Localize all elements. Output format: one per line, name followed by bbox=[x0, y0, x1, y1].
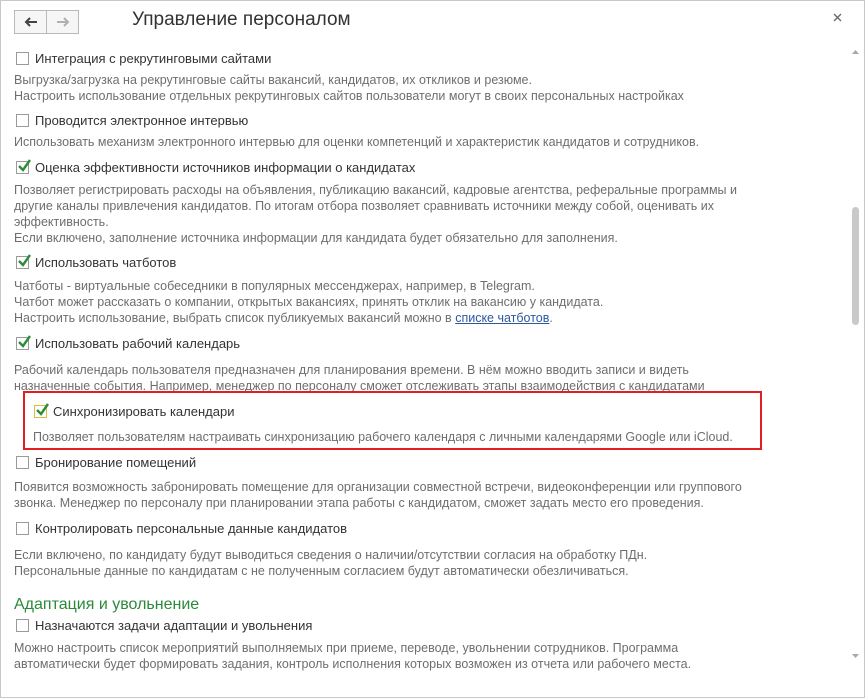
description-line: Чатбот может рассказать о компании, открытых вакансиях, принять отклик на вакансию у кандидата. bbox=[14, 295, 604, 309]
option-description bbox=[14, 182, 737, 246]
option-label: Проводится электронное интервью bbox=[35, 112, 249, 128]
option-label: Контролировать персональные данные кандидатов bbox=[35, 520, 348, 536]
option-label: Использовать рабочий календарь bbox=[35, 335, 241, 351]
description-line: назначенные события. Например, менеджер по персоналу сможет отслеживать этапы взаимодействия с кандидатами bbox=[14, 379, 705, 393]
option-label: Назначаются задачи адаптации и увольнения bbox=[35, 617, 313, 633]
description-line: эффективность. bbox=[14, 215, 109, 229]
description-line: Можно настроить список мероприятий выполняемых при приеме, переводе, увольнении сотрудников. Программа bbox=[14, 641, 679, 655]
description-line: Использовать механизм электронного интервью для оценки компетенций и характеристик кандидатов и сотрудников. bbox=[14, 135, 700, 149]
triangle-up-icon bbox=[851, 48, 860, 57]
scroll-up-button[interactable] bbox=[851, 45, 860, 54]
checkmark-icon bbox=[16, 334, 32, 350]
option-description bbox=[14, 479, 742, 511]
checkmark-icon bbox=[16, 253, 32, 269]
option-electronic-interview[interactable] bbox=[16, 111, 248, 129]
settings-content bbox=[1, 1, 851, 698]
checkbox[interactable] bbox=[16, 52, 29, 65]
triangle-down-icon bbox=[851, 651, 860, 660]
option-room-booking[interactable] bbox=[16, 453, 196, 471]
option-description bbox=[14, 362, 705, 394]
option-description bbox=[14, 72, 684, 104]
option-personal-data-control[interactable] bbox=[16, 519, 347, 537]
description-line: Позволяет регистрировать расходы на объявления, публикацию вакансий, кадровые агентства, реферальные программы и bbox=[14, 183, 737, 197]
description-line: Позволяет пользователям настраивать синхронизацию рабочего календаря с личными календарями Google или iCloud. bbox=[33, 430, 733, 444]
scroll-down-button[interactable] bbox=[851, 648, 860, 657]
description-line-with-link bbox=[14, 310, 603, 326]
option-description bbox=[14, 278, 603, 326]
checkbox[interactable] bbox=[16, 456, 29, 469]
description-line: Появится возможность забронировать помещение для организации совместной встречи, видеоконференции или группового bbox=[14, 480, 742, 494]
option-adaptation-tasks[interactable] bbox=[16, 616, 312, 634]
description-line: Если включено, по кандидату будут выводиться сведения о наличии/отсутствии согласия на обработку ПДн. bbox=[14, 548, 648, 562]
description-line: Настроить использование отдельных рекрутинговых сайтов пользователи могут в своих персональных настройках bbox=[14, 89, 684, 103]
description-line: другие каналы привлечения кандидатов. По итогам отбора позволяет сравнивать источники между собой, оценивать их bbox=[14, 199, 714, 213]
checkbox-checked[interactable] bbox=[16, 256, 29, 269]
option-label: Интеграция с рекрутинговыми сайтами bbox=[35, 50, 272, 66]
option-label: Использовать чатботов bbox=[35, 254, 177, 270]
description-text: Настроить использование, выбрать список публикуемых вакансий можно в bbox=[14, 311, 456, 325]
description-text: . bbox=[549, 311, 553, 325]
option-sync-calendars[interactable] bbox=[34, 402, 234, 420]
description-line: Рабочий календарь пользователя предназначен для планирования времени. В нём можно вводить записи и видеть bbox=[14, 363, 689, 377]
option-recruiting-sites[interactable] bbox=[16, 49, 271, 67]
vertical-scrollbar[interactable] bbox=[851, 45, 860, 657]
checkbox[interactable] bbox=[16, 114, 29, 127]
option-source-efficiency[interactable] bbox=[16, 158, 415, 176]
description-line: Персональные данные по кандидатам с не полученным согласием будут автоматически обезличиваться. bbox=[14, 564, 629, 578]
checkbox[interactable] bbox=[16, 522, 29, 535]
checkmark-icon bbox=[34, 402, 50, 418]
chatbots-list-link[interactable]: списке чатботов bbox=[455, 311, 550, 325]
option-label: Бронирование помещений bbox=[35, 454, 197, 470]
option-description bbox=[33, 429, 733, 445]
checkbox[interactable] bbox=[16, 619, 29, 632]
option-chatbots[interactable] bbox=[16, 253, 176, 271]
checkbox-checked[interactable] bbox=[16, 337, 29, 350]
window-title: Управление персоналом bbox=[132, 9, 351, 30]
description-line: автоматически будет формировать задания, контроль исполнения которых возможен из отчета или рабочего места. bbox=[14, 657, 692, 671]
option-description bbox=[14, 640, 691, 672]
checkmark-icon bbox=[16, 158, 32, 174]
option-description bbox=[14, 547, 647, 579]
scrollbar-thumb[interactable] bbox=[852, 207, 859, 325]
description-line: Если включено, заполнение источника информации для кандидата будет обязательно для заполнения. bbox=[14, 231, 618, 245]
description-line: Выгрузка/загрузка на рекрутинговые сайты вакансий, кандидатов, их откликов и резюме. bbox=[14, 73, 532, 87]
option-work-calendar[interactable] bbox=[16, 334, 240, 352]
option-label: Оценка эффективности источников информации о кандидатах bbox=[35, 159, 416, 175]
option-description bbox=[14, 134, 699, 150]
checkbox-checked[interactable] bbox=[16, 161, 29, 174]
section-title: Адаптация и увольнение bbox=[14, 596, 200, 613]
description-line: Чатботы - виртуальные собеседники в популярных мессенджерах, например, в Telegram. bbox=[14, 279, 535, 293]
description-line: звонка. Менеджер по персоналу при планировании этапа работы с кандидатом, сможет задать место его проведения. bbox=[14, 496, 704, 510]
checkbox-checked[interactable] bbox=[34, 405, 47, 418]
option-label: Синхронизировать календари bbox=[53, 403, 235, 419]
